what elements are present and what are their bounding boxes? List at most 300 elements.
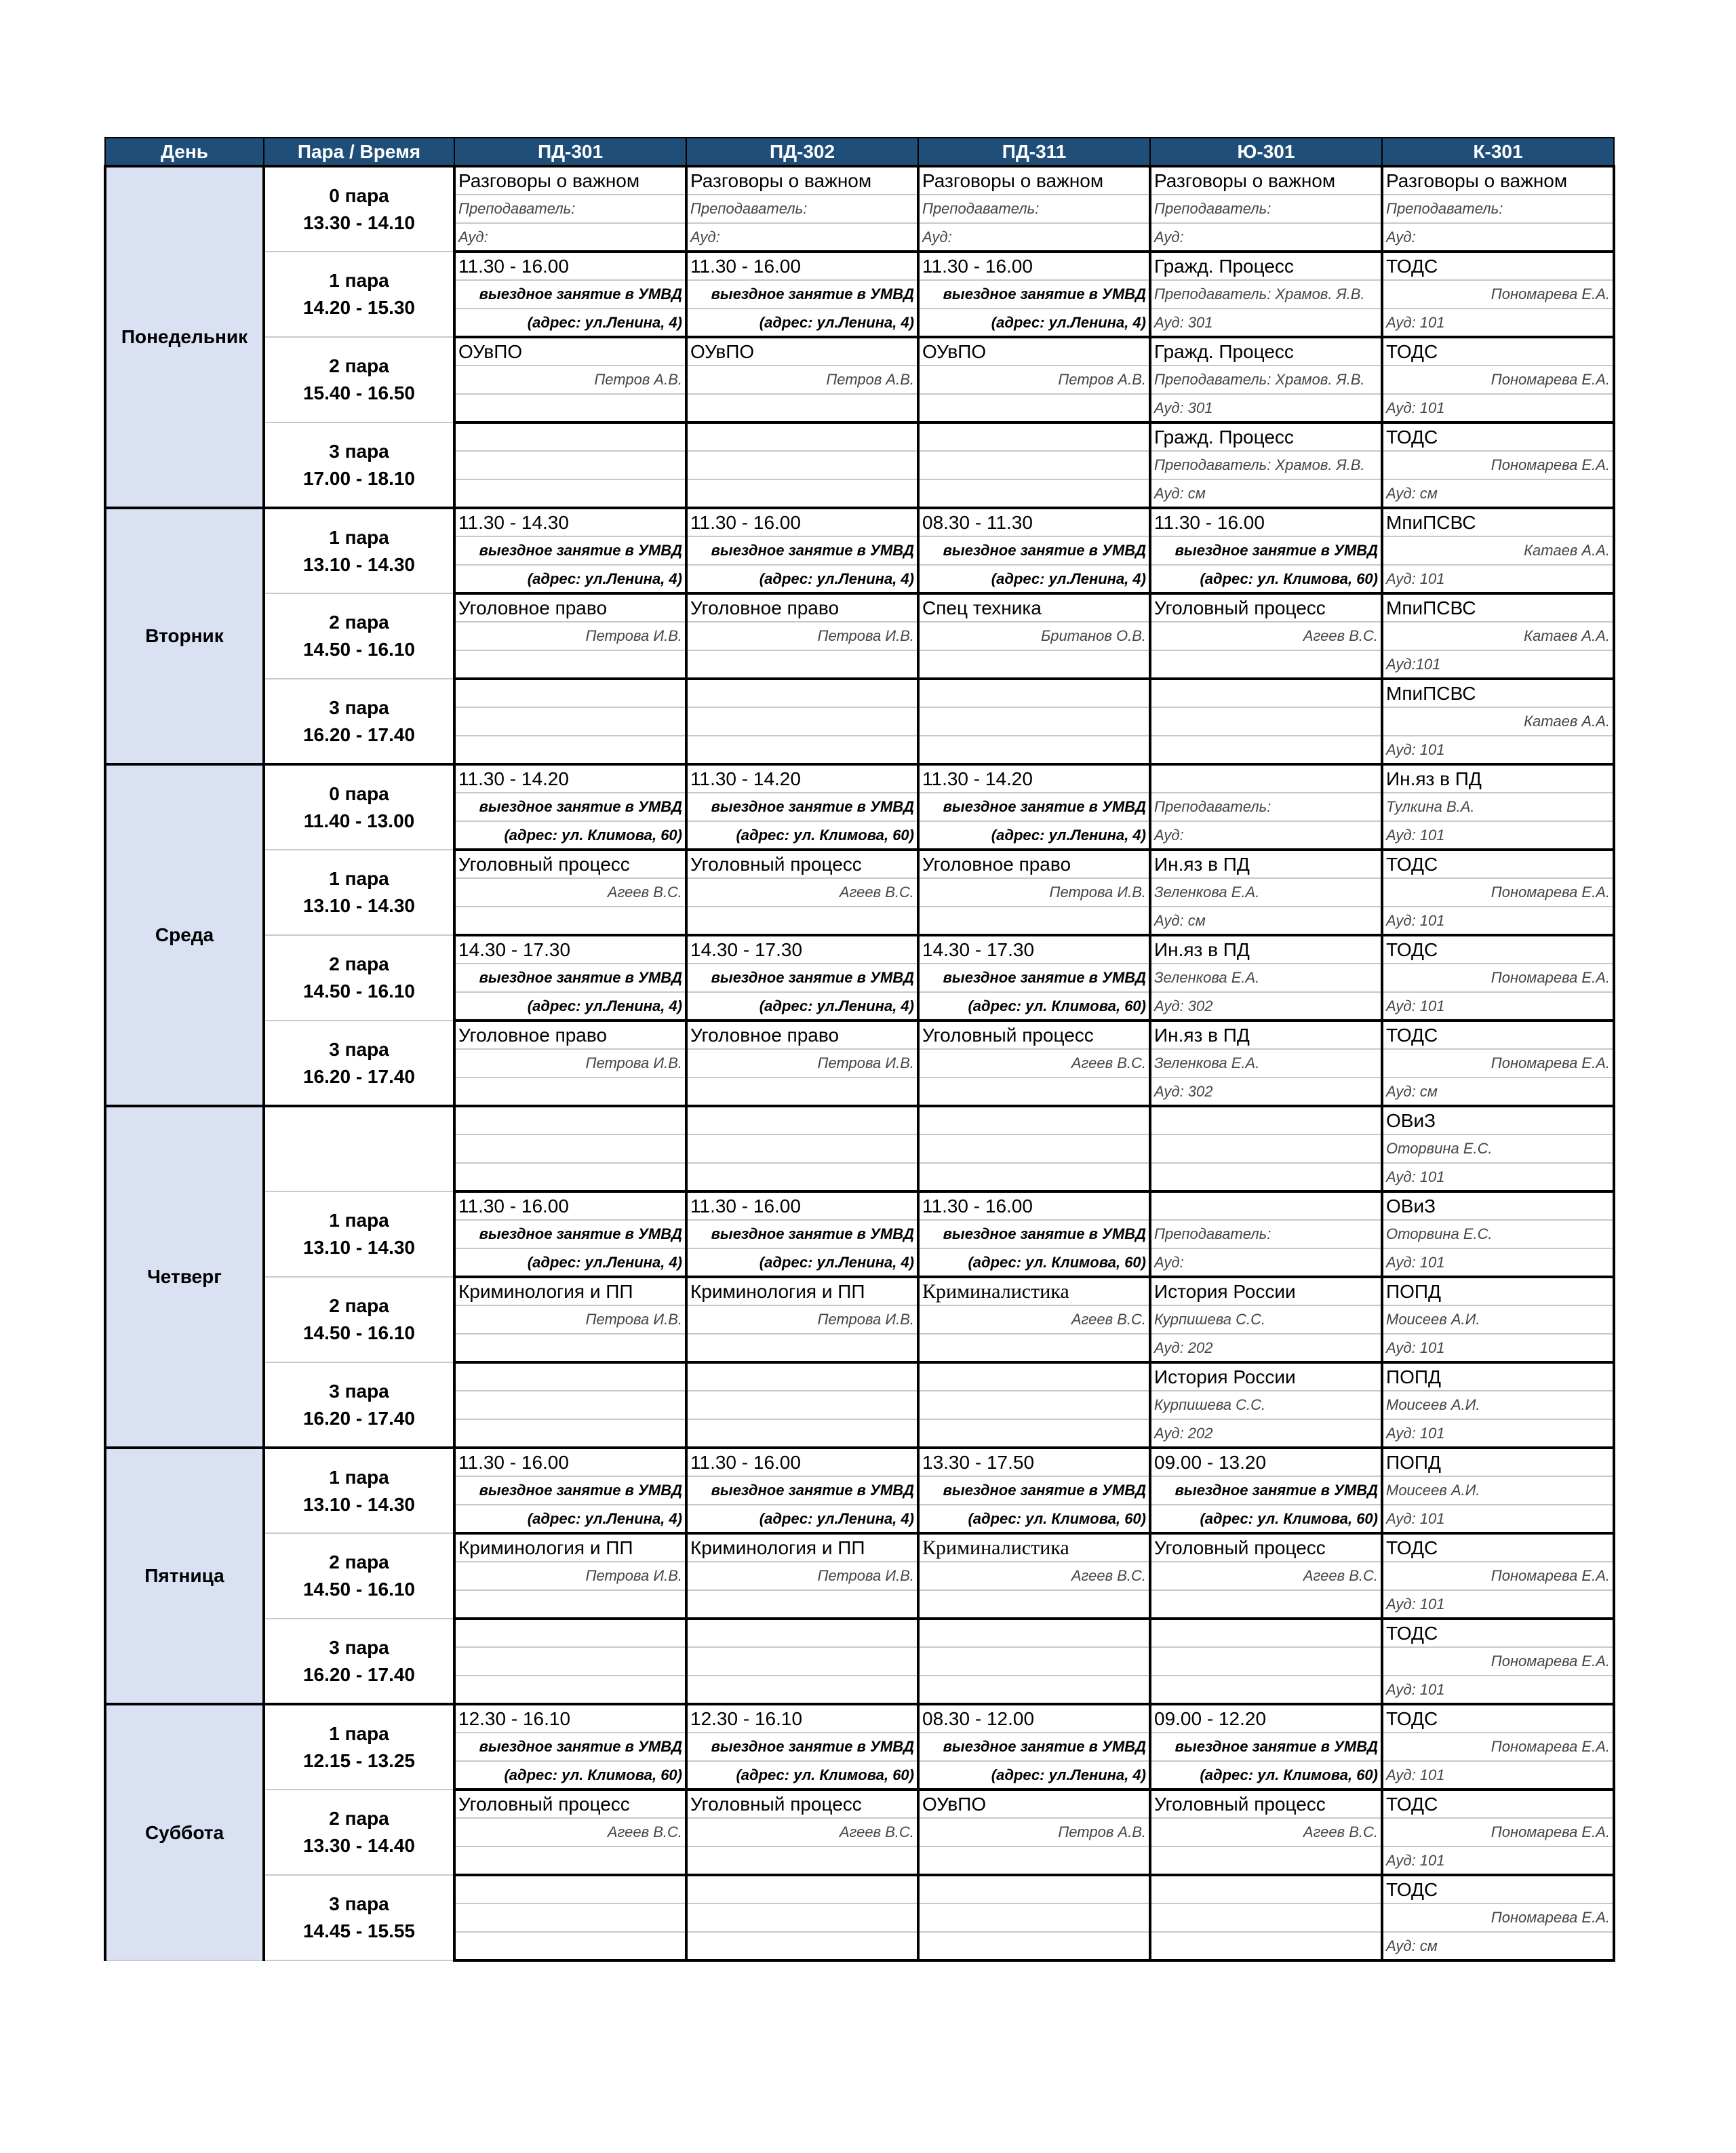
- pair-number: 3 пара: [329, 1038, 389, 1060]
- empty-cell: [454, 479, 686, 508]
- pair-time: 14.45 - 15.55: [302, 1920, 416, 1941]
- header-pair-time: Пара / Время: [264, 138, 454, 166]
- empty-cell: [454, 1875, 686, 1903]
- note-text: Ауд: 101: [1382, 1419, 1614, 1448]
- schedule-row: [105, 1875, 1614, 1903]
- subject-text: ОВиЗ: [1382, 1106, 1614, 1134]
- pair-cell: [264, 1875, 454, 1960]
- onsite-note: (адрес: ул.Ленина, 4): [454, 565, 686, 593]
- empty-cell: [686, 707, 918, 736]
- schedule-row: [105, 935, 1614, 964]
- pair-cell: [264, 1619, 454, 1704]
- teacher-name: Петрова И.В.: [454, 1305, 686, 1334]
- subject-text: История России: [1150, 1277, 1382, 1305]
- empty-cell: [918, 422, 1150, 451]
- note-text: Ауд: 101: [1382, 1846, 1614, 1875]
- empty-cell: [918, 1134, 1150, 1163]
- pair-cell: [264, 1448, 454, 1533]
- header-day: День: [105, 138, 264, 166]
- teacher-name: Пономарева Е.А.: [1382, 451, 1614, 479]
- subject-text: Криминалистика: [918, 1533, 1150, 1562]
- subject-text: ОУвПО: [918, 1790, 1150, 1818]
- empty-cell: [686, 1846, 918, 1875]
- subject-text: ТОДС: [1382, 1619, 1614, 1647]
- empty-cell: [1150, 1903, 1382, 1932]
- onsite-note: (адрес: ул. Климова, 60): [686, 821, 918, 850]
- onsite-note: (адрес: ул.Ленина, 4): [686, 1248, 918, 1277]
- subject-text: Ин.яз в ПД: [1150, 850, 1382, 878]
- onsite-note: (адрес: ул. Климова, 60): [1150, 1505, 1382, 1533]
- empty-cell: [686, 394, 918, 422]
- subject-text: МпиПСВС: [1382, 593, 1614, 622]
- subject-text: Уголовное право: [918, 850, 1150, 878]
- schedule-row: [105, 1106, 1614, 1134]
- note-text: Ауд:: [1382, 223, 1614, 252]
- pair-number: 1 пара: [329, 526, 389, 548]
- empty-cell: [686, 1619, 918, 1647]
- subject-text: Уголовный процесс: [1150, 593, 1382, 622]
- empty-cell: [454, 1647, 686, 1676]
- note-text: Зеленкова Е.А.: [1150, 964, 1382, 992]
- note-text: Ауд: 101: [1382, 992, 1614, 1021]
- empty-cell: [918, 394, 1150, 422]
- empty-cell: [686, 1334, 918, 1362]
- schedule-table: [104, 137, 1615, 1962]
- note-text: Моисеев А.И.: [1382, 1391, 1614, 1419]
- empty-cell: [454, 1391, 686, 1419]
- note-text: Ауд: 101: [1382, 394, 1614, 422]
- onsite-note: выездное занятие в УМВД: [686, 280, 918, 309]
- pair-number: 1 пара: [329, 270, 389, 291]
- day-name: Суббота: [105, 1704, 264, 1960]
- header-group-pd-301: ПД-301: [454, 138, 686, 166]
- subject-text: ОУвПО: [454, 337, 686, 366]
- subject-text: МпиПСВС: [1382, 508, 1614, 536]
- pair-time: 17.00 - 18.10: [302, 467, 416, 489]
- pair-time: 13.10 - 14.30: [302, 895, 416, 916]
- note-text: Преподаватель:: [454, 195, 686, 223]
- note-text: Преподаватель: Храмов. Я.В.: [1150, 451, 1382, 479]
- schedule-row: [105, 850, 1614, 878]
- subject-text: Уголовное право: [686, 593, 918, 622]
- empty-cell: [454, 1163, 686, 1191]
- onsite-note: выездное занятие в УМВД: [686, 1476, 918, 1505]
- day-name: Среда: [105, 764, 264, 1106]
- pair-cell: [264, 508, 454, 593]
- empty-cell: [454, 1676, 686, 1704]
- subject-text: ОВиЗ: [1382, 1191, 1614, 1220]
- teacher-name: Катаев А.А.: [1382, 622, 1614, 650]
- note-text: Ауд: 301: [1150, 309, 1382, 337]
- onsite-note: выездное занятие в УМВД: [918, 1733, 1150, 1761]
- onsite-note: (адрес: ул. Климова, 60): [918, 1505, 1150, 1533]
- subject-text: Гражд. Процесс: [1150, 422, 1382, 451]
- empty-cell: [1150, 1191, 1382, 1220]
- teacher-name: Петрова И.В.: [454, 1049, 686, 1078]
- empty-cell: [686, 650, 918, 679]
- note-text: Моисеев А.И.: [1382, 1476, 1614, 1505]
- schedule-row: [105, 508, 1614, 536]
- subject-text: 11.30 - 16.00: [454, 1191, 686, 1220]
- subject-text: 11.30 - 16.00: [1150, 508, 1382, 536]
- onsite-note: выездное занятие в УМВД: [454, 1220, 686, 1248]
- subject-text: Уголовное право: [454, 1021, 686, 1049]
- empty-cell: [454, 1903, 686, 1932]
- schedule-row: [105, 166, 1614, 195]
- empty-cell: [686, 907, 918, 935]
- note-text: Преподаватель:: [918, 195, 1150, 223]
- empty-cell: [1150, 1676, 1382, 1704]
- empty-cell: [686, 479, 918, 508]
- empty-cell: [454, 679, 686, 707]
- empty-cell: [1150, 1932, 1382, 1960]
- subject-text: 08.30 - 12.00: [918, 1704, 1150, 1733]
- onsite-note: (адрес: ул. Климова, 60): [454, 1761, 686, 1790]
- subject-text: Уголовный процесс: [454, 1790, 686, 1818]
- empty-cell: [686, 1932, 918, 1960]
- pair-cell: [264, 679, 454, 764]
- empty-cell: [686, 1362, 918, 1391]
- onsite-note: выездное занятие в УМВД: [1150, 1733, 1382, 1761]
- subject-text: ТОДС: [1382, 337, 1614, 366]
- schedule-row: [105, 1533, 1614, 1562]
- onsite-note: выездное занятие в УМВД: [454, 1733, 686, 1761]
- onsite-note: выездное занятие в УМВД: [918, 280, 1150, 309]
- note-text: Ауд:: [918, 223, 1150, 252]
- subject-text: 11.30 - 16.00: [686, 1191, 918, 1220]
- note-text: Зеленкова Е.А.: [1150, 878, 1382, 907]
- subject-text: 12.30 - 16.10: [454, 1704, 686, 1733]
- pair-cell: [264, 1704, 454, 1790]
- pair-cell: [264, 252, 454, 337]
- note-text: Зеленкова Е.А.: [1150, 1049, 1382, 1078]
- empty-cell: [686, 1875, 918, 1903]
- pair-number: 0 пара: [329, 184, 389, 206]
- empty-cell: [686, 736, 918, 764]
- pair-time: 12.15 - 13.25: [302, 1750, 416, 1771]
- subject-text: ТОДС: [1382, 1533, 1614, 1562]
- empty-cell: [686, 679, 918, 707]
- schedule-row: [105, 252, 1614, 280]
- empty-cell: [918, 479, 1150, 508]
- subject-text: 12.30 - 16.10: [686, 1704, 918, 1733]
- subject-text: Ин.яз в ПД: [1382, 764, 1614, 793]
- subject-text: ТОДС: [1382, 1875, 1614, 1903]
- empty-cell: [918, 679, 1150, 707]
- empty-cell: [454, 1106, 686, 1134]
- note-text: Ауд: 101: [1382, 1334, 1614, 1362]
- teacher-name: Пономарева Е.А.: [1382, 1562, 1614, 1590]
- teacher-name: Петров А.В.: [918, 1818, 1150, 1846]
- pair-number: 1 пара: [329, 1722, 389, 1744]
- subject-text: ПОПД: [1382, 1277, 1614, 1305]
- pair-number: 2 пара: [329, 1552, 389, 1573]
- teacher-name: Петрова И.В.: [686, 1562, 918, 1590]
- schedule-row: [105, 337, 1614, 366]
- empty-cell: [918, 451, 1150, 479]
- pair-time: 14.50 - 16.10: [302, 981, 416, 1002]
- empty-cell: [686, 1134, 918, 1163]
- teacher-name: Агеев В.С.: [686, 1818, 918, 1846]
- subject-text: 14.30 - 17.30: [686, 935, 918, 964]
- subject-text: Гражд. Процесс: [1150, 252, 1382, 280]
- subject-text: ОУвПО: [686, 337, 918, 366]
- subject-text: Разговоры о важном: [1382, 166, 1614, 195]
- onsite-note: (адрес: ул. Климова, 60): [1150, 565, 1382, 593]
- day-name: Вторник: [105, 508, 264, 764]
- subject-text: ТОДС: [1382, 1790, 1614, 1818]
- empty-cell: [686, 451, 918, 479]
- pair-number: 2 пара: [329, 1808, 389, 1829]
- note-text: Курпишева С.С.: [1150, 1305, 1382, 1334]
- empty-cell: [918, 1903, 1150, 1932]
- subject-text: ПОПД: [1382, 1448, 1614, 1476]
- pair-number: 3 пара: [329, 440, 389, 462]
- empty-cell: [918, 1362, 1150, 1391]
- subject-text: 11.30 - 14.20: [918, 764, 1150, 793]
- note-text: Преподаватель:: [1150, 195, 1382, 223]
- onsite-note: (адрес: ул.Ленина, 4): [918, 1761, 1150, 1790]
- empty-cell: [686, 1419, 918, 1448]
- note-text: Ауд: 101: [1382, 1248, 1614, 1277]
- pair-number: 1 пара: [329, 1466, 389, 1488]
- pair-time: 16.20 - 17.40: [302, 724, 416, 745]
- pair-number: 2 пара: [329, 953, 389, 974]
- empty-cell: [918, 907, 1150, 935]
- empty-cell: [918, 1078, 1150, 1106]
- empty-cell: [454, 1619, 686, 1647]
- note-text: Оторвина Е.С.: [1382, 1134, 1614, 1163]
- teacher-name: Пономарева Е.А.: [1382, 1903, 1614, 1932]
- subject-text: Уголовный процесс: [454, 850, 686, 878]
- subject-text: ТОДС: [1382, 1021, 1614, 1049]
- empty-cell: [918, 1875, 1150, 1903]
- day-name: Четверг: [105, 1106, 264, 1448]
- subject-text: Криминалистика: [918, 1277, 1150, 1305]
- teacher-name: Британов О.В.: [918, 622, 1150, 650]
- schedule-row: [105, 1021, 1614, 1049]
- subject-text: 11.30 - 16.00: [686, 1448, 918, 1476]
- note-text: Ауд: 101: [1382, 1505, 1614, 1533]
- onsite-note: выездное занятие в УМВД: [454, 280, 686, 309]
- teacher-name: Петрова И.В.: [686, 622, 918, 650]
- teacher-name: Пономарева Е.А.: [1382, 366, 1614, 394]
- pair-time: 14.50 - 16.10: [302, 1322, 416, 1343]
- onsite-note: выездное занятие в УМВД: [918, 536, 1150, 565]
- subject-text: 11.30 - 16.00: [454, 1448, 686, 1476]
- schedule-row: [105, 1362, 1614, 1391]
- subject-text: Разговоры о важном: [454, 166, 686, 195]
- empty-cell: [686, 1903, 918, 1932]
- empty-cell: [686, 1078, 918, 1106]
- schedule-row: [105, 593, 1614, 622]
- subject-text: Криминология и ПП: [686, 1277, 918, 1305]
- subject-text: Разговоры о важном: [1150, 166, 1382, 195]
- onsite-note: (адрес: ул.Ленина, 4): [686, 309, 918, 337]
- onsite-note: выездное занятие в УМВД: [686, 536, 918, 565]
- empty-cell: [918, 650, 1150, 679]
- pair-cell: [264, 1106, 454, 1191]
- teacher-name: Пономарева Е.А.: [1382, 1818, 1614, 1846]
- subject-text: 14.30 - 17.30: [918, 935, 1150, 964]
- pair-cell: [264, 1277, 454, 1362]
- empty-cell: [1150, 650, 1382, 679]
- note-text: Ауд: 101: [1382, 565, 1614, 593]
- pair-time: 16.20 - 17.40: [302, 1065, 416, 1087]
- pair-time: 13.30 - 14.40: [302, 1835, 416, 1856]
- onsite-note: (адрес: ул. Климова, 60): [686, 1761, 918, 1790]
- note-text: Преподаватель:: [1382, 195, 1614, 223]
- pair-cell: [264, 935, 454, 1021]
- empty-cell: [1150, 1619, 1382, 1647]
- pair-time: 15.40 - 16.50: [302, 382, 416, 403]
- subject-text: МпиПСВС: [1382, 679, 1614, 707]
- empty-cell: [918, 1619, 1150, 1647]
- teacher-name: Пономарева Е.А.: [1382, 1733, 1614, 1761]
- day-name: Понедельник: [105, 166, 264, 508]
- pair-number: 1 пара: [329, 868, 389, 889]
- onsite-note: выездное занятие в УМВД: [918, 1220, 1150, 1248]
- teacher-name: Агеев В.С.: [1150, 1562, 1382, 1590]
- note-text: Ауд:101: [1382, 650, 1614, 679]
- empty-cell: [918, 1676, 1150, 1704]
- pair-time: 14.50 - 16.10: [302, 639, 416, 660]
- empty-cell: [1150, 1134, 1382, 1163]
- onsite-note: выездное занятие в УМВД: [686, 964, 918, 992]
- empty-cell: [686, 1590, 918, 1619]
- schedule-row: [105, 1191, 1614, 1220]
- pair-cell: [264, 593, 454, 679]
- empty-cell: [1150, 1106, 1382, 1134]
- note-text: Ауд:: [1150, 223, 1382, 252]
- onsite-note: (адрес: ул. Климова, 60): [1150, 1761, 1382, 1790]
- note-text: Моисеев А.И.: [1382, 1305, 1614, 1334]
- onsite-note: (адрес: ул.Ленина, 4): [686, 992, 918, 1021]
- header-group-yu-301: Ю-301: [1150, 138, 1382, 166]
- onsite-note: выездное занятие в УМВД: [454, 1476, 686, 1505]
- pair-number: 3 пара: [329, 1636, 389, 1658]
- empty-cell: [918, 1647, 1150, 1676]
- empty-cell: [454, 1078, 686, 1106]
- empty-cell: [918, 736, 1150, 764]
- empty-cell: [1150, 1163, 1382, 1191]
- empty-cell: [686, 1647, 918, 1676]
- pair-number: 3 пара: [329, 1380, 389, 1402]
- empty-cell: [454, 907, 686, 935]
- subject-text: Уголовный процесс: [1150, 1790, 1382, 1818]
- teacher-name: Петрова И.В.: [918, 878, 1150, 907]
- onsite-note: выездное занятие в УМВД: [1150, 536, 1382, 565]
- subject-text: 11.30 - 16.00: [686, 252, 918, 280]
- onsite-note: выездное занятие в УМВД: [454, 793, 686, 821]
- empty-cell: [1150, 679, 1382, 707]
- subject-text: Криминология и ПП: [686, 1533, 918, 1562]
- subject-text: 14.30 - 17.30: [454, 935, 686, 964]
- schedule-row: [105, 1790, 1614, 1818]
- subject-text: Разговоры о важном: [918, 166, 1150, 195]
- schedule-row: [105, 764, 1614, 793]
- empty-cell: [918, 1163, 1150, 1191]
- subject-text: ТОДС: [1382, 422, 1614, 451]
- teacher-name: Агеев В.С.: [454, 1818, 686, 1846]
- empty-cell: [918, 1391, 1150, 1419]
- onsite-note: выездное занятие в УМВД: [1150, 1476, 1382, 1505]
- header-group-k-301: К-301: [1382, 138, 1614, 166]
- teacher-name: Пономарева Е.А.: [1382, 878, 1614, 907]
- empty-cell: [454, 1362, 686, 1391]
- note-text: Тулкина В.А.: [1382, 793, 1614, 821]
- empty-cell: [1150, 1647, 1382, 1676]
- empty-cell: [454, 1932, 686, 1960]
- schedule-row: [105, 1619, 1614, 1647]
- subject-text: ТОДС: [1382, 252, 1614, 280]
- header-group-pd-311: ПД-311: [918, 138, 1150, 166]
- note-text: Ауд: 101: [1382, 821, 1614, 850]
- onsite-note: (адрес: ул.Ленина, 4): [454, 1505, 686, 1533]
- note-text: Преподаватель:: [1150, 1220, 1382, 1248]
- note-text: Ауд: см: [1150, 907, 1382, 935]
- onsite-note: выездное занятие в УМВД: [918, 1476, 1150, 1505]
- subject-text: 11.30 - 16.00: [918, 1191, 1150, 1220]
- teacher-name: Агеев В.С.: [918, 1305, 1150, 1334]
- teacher-name: Петрова И.В.: [686, 1049, 918, 1078]
- note-text: Ауд: 202: [1150, 1334, 1382, 1362]
- subject-text: ТОДС: [1382, 850, 1614, 878]
- subject-text: 08.30 - 11.30: [918, 508, 1150, 536]
- subject-text: 09.00 - 12.20: [1150, 1704, 1382, 1733]
- empty-cell: [454, 707, 686, 736]
- note-text: Ауд: 101: [1382, 907, 1614, 935]
- empty-cell: [1150, 707, 1382, 736]
- subject-text: 11.30 - 16.00: [686, 508, 918, 536]
- empty-cell: [454, 1846, 686, 1875]
- teacher-name: Агеев В.С.: [454, 878, 686, 907]
- empty-cell: [686, 1391, 918, 1419]
- pair-cell: [264, 1362, 454, 1448]
- note-text: Ауд: 302: [1150, 992, 1382, 1021]
- pair-time: 14.50 - 16.10: [302, 1579, 416, 1600]
- teacher-name: Петров А.В.: [686, 366, 918, 394]
- note-text: Ауд:: [1150, 821, 1382, 850]
- pair-time: 13.10 - 14.30: [302, 1237, 416, 1258]
- note-text: Ауд: 202: [1150, 1419, 1382, 1448]
- onsite-note: (адрес: ул.Ленина, 4): [918, 565, 1150, 593]
- onsite-note: (адрес: ул.Ленина, 4): [918, 309, 1150, 337]
- pair-time: 16.20 - 17.40: [302, 1407, 416, 1429]
- note-text: Ауд: см: [1382, 1932, 1614, 1960]
- empty-cell: [686, 422, 918, 451]
- teacher-name: Петрова И.В.: [686, 1305, 918, 1334]
- schedule-body: [105, 166, 1614, 1960]
- note-text: Ауд:: [686, 223, 918, 252]
- pair-number: 1 пара: [329, 1210, 389, 1231]
- empty-cell: [454, 1419, 686, 1448]
- note-text: Ауд: см: [1382, 1078, 1614, 1106]
- onsite-note: выездное занятие в УМВД: [686, 793, 918, 821]
- teacher-name: Петров А.В.: [454, 366, 686, 394]
- onsite-note: выездное занятие в УМВД: [918, 793, 1150, 821]
- empty-cell: [686, 1163, 918, 1191]
- empty-cell: [1150, 764, 1382, 793]
- note-text: Ауд: 101: [1382, 1163, 1614, 1191]
- pair-number: 0 пара: [329, 783, 389, 804]
- subject-text: Уголовное право: [454, 593, 686, 622]
- pair-time: 16.20 - 17.40: [302, 1663, 416, 1685]
- empty-cell: [918, 707, 1150, 736]
- note-text: Ауд: 101: [1382, 736, 1614, 764]
- empty-cell: [454, 451, 686, 479]
- subject-text: Уголовный процесс: [686, 850, 918, 878]
